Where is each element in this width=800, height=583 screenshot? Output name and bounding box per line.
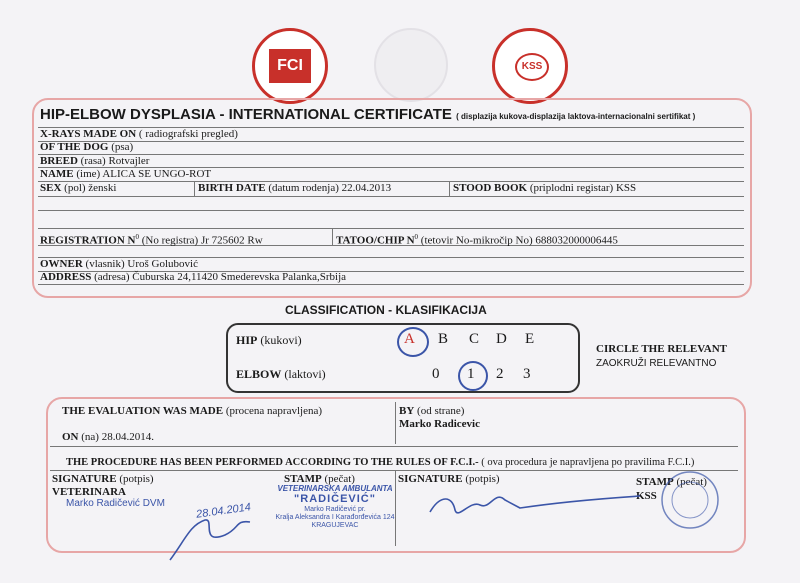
kss-round-stamp — [662, 472, 718, 528]
hip-grade-d[interactable]: D — [496, 331, 507, 347]
clinic-stamp-line2: "RADIČEVIĆ" — [294, 493, 376, 505]
xrays-field: X-RAYS MADE ON ( radiografski pregled) — [40, 128, 238, 140]
owner-value: Uroš Golubović — [127, 258, 198, 270]
hip-grade-a[interactable]: A — [404, 331, 415, 347]
vet-label: VETERINARA — [52, 486, 126, 498]
sex-field: SEX (pol) ženski — [40, 182, 117, 194]
vet-signature-scribble — [170, 520, 250, 560]
title-subtitle: ( displazija kukova-displazija laktova-internacionalni sertifikat ) — [456, 112, 696, 121]
evaluation-by-value: Marko Radicevic — [399, 418, 480, 430]
hip-label: HIP (kukovi) — [236, 333, 302, 347]
evaluation-on-field: ON (na) 28.04.2014. — [62, 431, 154, 443]
owner-field: OWNER (vlasnik) Uroš Golubović — [40, 258, 198, 270]
elbow-grade-3[interactable]: 3 — [523, 366, 531, 382]
procedure-statement: THE PROCEDURE HAS BEEN PERFORMED ACCORDING TO THE RULES OF F.C.I.- ( ova procedura je napravljena po pravilima F.C.I.) — [66, 457, 695, 468]
clinic-stamp-line5: KRAGUJEVAC — [311, 522, 359, 529]
hip-grade-c[interactable]: C — [469, 331, 480, 347]
evaluation-made-field: THE EVALUATION WAS MADE (procena napravljena) — [62, 405, 323, 417]
stood-book-field: STOOD BOOK (priplodni registar) KSS — [453, 182, 637, 194]
handwritten-date: 28.04.2014 — [195, 501, 252, 521]
clinic-stamp-line1: VETERINARSKA AMBULANTA — [277, 484, 393, 493]
signature1-field: SIGNATURE (potpis) — [52, 473, 154, 485]
hip-grade-e[interactable]: E — [525, 331, 535, 347]
breed-value: Rotvajler — [108, 155, 150, 167]
circle-note-sr: ZAOKRUŽI RELEVANTNO — [596, 358, 717, 369]
stamp2-field: STAMP (pečat) — [636, 476, 707, 488]
evaluator-signature-scribble — [430, 496, 640, 513]
address-value: Čuburska 24,11420 Smederevska Palanka,Srbija — [132, 271, 347, 283]
stood-book-value: KSS — [615, 182, 637, 194]
circle-note-en: CIRCLE THE RELEVANT — [596, 343, 728, 355]
name-field: NAME (ime) ALICA SE UNGO-ROT — [40, 168, 212, 180]
address-field: ADDRESS (adresa) Čuburska 24,11420 Smederevska Palanka,Srbija — [40, 271, 347, 283]
stamp2-value: KSS — [636, 490, 657, 502]
evaluation-date-value: 28.04.2014. — [101, 431, 154, 443]
elbow-grade-0[interactable]: 0 — [432, 366, 440, 382]
elbow-grade-2[interactable]: 2 — [496, 366, 504, 382]
evaluation-by-field: BY (od strane) — [399, 405, 465, 417]
dog-field: OF THE DOG (psa) — [40, 141, 134, 153]
birth-date-value: 22.04.2013 — [341, 182, 392, 194]
kss-logo-text: KSS — [515, 53, 549, 81]
stamp1-field: STAMP (pečat) — [284, 473, 355, 485]
hip-grade-b[interactable]: B — [438, 331, 449, 347]
fci-logo-text: FCI — [269, 49, 311, 83]
registration-field: REGISTRATION $N^0$ (No registra) Jr 725602 Rw — [40, 233, 263, 247]
elbow-grade-1[interactable]: 1 — [467, 366, 475, 382]
signature2-field: SIGNATURE (potpis) — [398, 473, 500, 485]
breed-field: BREED (rasa) Rotvajler — [40, 155, 150, 167]
title-main: HIP-ELBOW DYSPLASIA - INTERNATIONAL CERTIFICATE — [40, 106, 452, 123]
classification-heading: CLASSIFICATION - KLASIFIKACIJA — [285, 303, 487, 317]
tatoo-chip-value: 688032000006445 — [535, 234, 618, 247]
tatoo-chip-field: TATOO/CHIP $N^0$ (tetovir No-mikročip No) 688032000006445 — [336, 233, 618, 247]
name-value: ALICA SE UNGO-ROT — [102, 168, 212, 180]
kss-round-stamp-inner — [672, 482, 708, 518]
sex-value: ženski — [88, 182, 117, 194]
vet-name-stamp: Marko Radičević DVM — [66, 498, 165, 509]
registration-value: Jr 725602 Rw — [200, 234, 263, 247]
clinic-stamp-line3: Marko Radičević pr. — [304, 506, 366, 513]
birth-date-field: BIRTH DATE (datum rodenja) 22.04.2013 — [198, 182, 392, 194]
elbow-label: ELBOW (laktovi) — [236, 367, 326, 381]
clinic-stamp-line4: Kralja Aleksandra I Karađorđevića 124 — [275, 514, 395, 521]
